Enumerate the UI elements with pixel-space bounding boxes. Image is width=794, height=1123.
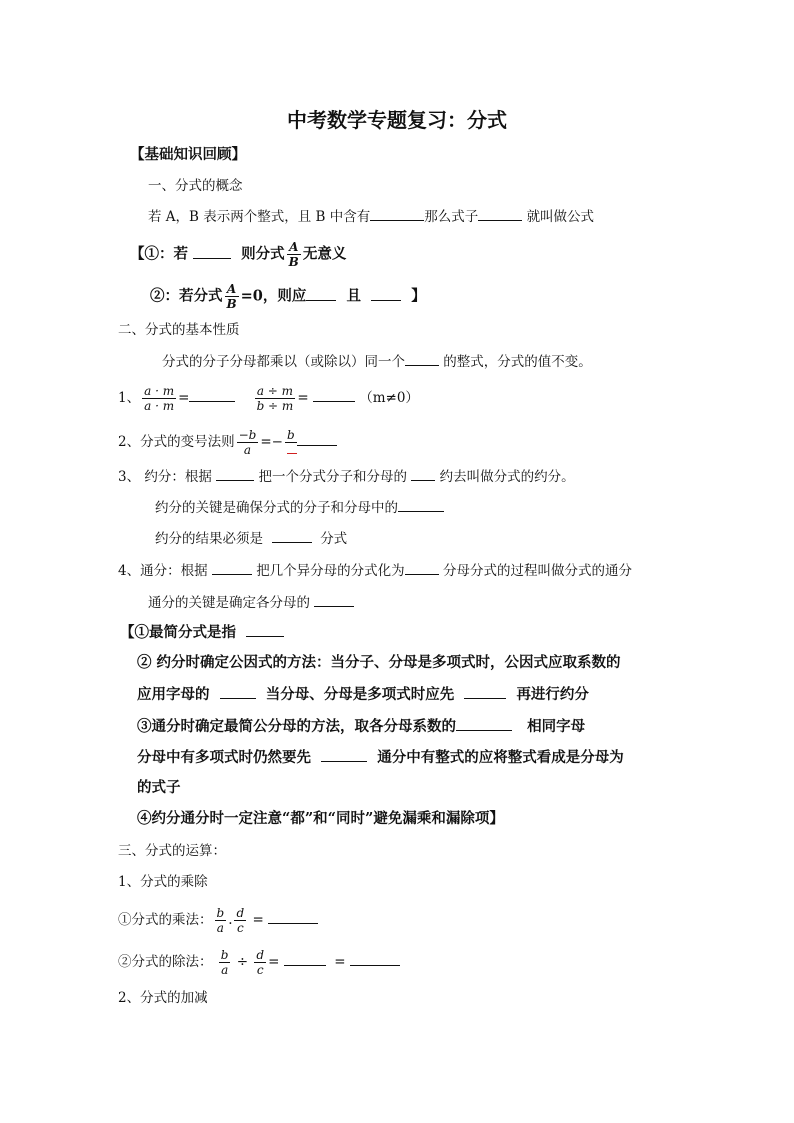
denominator: a [221, 963, 229, 977]
item-text: 约分的结果必须是 [155, 531, 263, 547]
divide-operator: ÷ [236, 954, 249, 970]
fraction [254, 948, 266, 977]
condition: （m≠0） [359, 390, 419, 406]
property-text: 的整式，分式的值不变。 [443, 354, 592, 370]
note-text: 】 [411, 287, 426, 305]
note-simplest-fraction [120, 622, 284, 643]
item-text: 约分的关键是确保分式的分子和分母中的 [155, 500, 398, 516]
note-common-factor: ② 约分时确定公因式的方法：当分子、分母是多项式时，公因式应取系数的 [137, 654, 621, 671]
section-3-heading: 三、分式的运算： [118, 843, 226, 859]
note-text: 【①最简分式是指 [120, 624, 236, 641]
dot-operator: . [228, 912, 233, 928]
fraction [215, 906, 227, 935]
blank [405, 351, 439, 366]
blank [464, 684, 506, 699]
item-text: 分式 [320, 531, 348, 547]
page-title: 中考数学专题复习：分式 [287, 108, 507, 132]
blank [297, 431, 337, 446]
blank [321, 747, 367, 762]
numerator: b [220, 948, 229, 962]
item-text: ②分式的除法： [118, 954, 213, 970]
multiplication-line [118, 906, 318, 935]
minus-sign: − [271, 434, 283, 450]
property-line [162, 351, 592, 372]
blank [216, 466, 254, 481]
note-text: 通分中有整式的应将整式看成是分母为 [377, 749, 624, 766]
section-1-heading: 一、分式的概念 [148, 178, 243, 194]
note-caution: ④约分通分时一定注意“都”和“同时”避免漏乘和漏除项】 [137, 810, 504, 827]
denominator: B [288, 255, 299, 269]
item-1-line [118, 384, 419, 413]
blank [246, 622, 284, 637]
note-zero [150, 282, 426, 311]
concept-line [148, 206, 594, 227]
item-text: 把几个异分母的分式化为 [256, 563, 405, 579]
blank [411, 466, 435, 481]
denominator: c [256, 963, 264, 977]
note-text: ③通分时确定最简公分母的方法，取各分母系数的 [137, 718, 456, 735]
concept-text-1: 若 A，B 表示两个整式，且 B 中含有 [148, 209, 371, 225]
note-text: ②：若分式 [150, 287, 223, 305]
denominator: a [216, 921, 224, 935]
note-text: 当分母、分母是多项式时应先 [265, 686, 455, 703]
blank [371, 286, 401, 301]
concept-text-3: 就叫做公式 [526, 209, 595, 225]
blank [193, 244, 231, 259]
equals: = [260, 434, 272, 450]
item-text: 把一个分式分子和分母的 [258, 469, 407, 485]
note-undefined [130, 240, 346, 269]
note-text: =0，则应 [240, 287, 307, 305]
numerator: b [216, 906, 225, 920]
note-common-denominator-cont [137, 747, 624, 768]
property-text: 分式的分子分母都乘以（或除以）同一个 [162, 354, 405, 370]
equals: = [297, 390, 309, 406]
fraction-a-over-b [287, 240, 301, 269]
blank [350, 951, 400, 966]
blank [313, 387, 355, 402]
note-text: 再进行约分 [516, 686, 589, 703]
equals: = [178, 390, 190, 406]
item-4-key-line [148, 592, 354, 613]
item-text: 通分的关键是确定各分母的 [148, 595, 310, 611]
item-text: 3、 约分：根据 [118, 469, 212, 485]
numerator: A [287, 240, 301, 255]
item-text: ①分式的乘法： [118, 912, 213, 928]
fraction [234, 906, 246, 935]
blank [189, 387, 235, 402]
item-3-line [118, 466, 575, 487]
red-blank-mark [287, 453, 297, 454]
item-prefix: 1、 [118, 390, 141, 406]
subsection-add-subtract: 2、分式的加减 [118, 990, 208, 1006]
denominator: c [236, 921, 244, 935]
denominator: B [226, 297, 237, 311]
note-common-factor-cont [137, 684, 589, 705]
blank [220, 684, 256, 699]
numerator: a · m [144, 384, 175, 398]
item-text: 2、分式的变号法则 [118, 434, 235, 450]
denominator: b ÷ m [256, 399, 294, 413]
item-4-line [118, 560, 632, 581]
note-text: 应用字母的 [137, 686, 210, 703]
item-3-key-line [155, 497, 444, 518]
item-3-result-line [155, 528, 347, 549]
equals: = [334, 954, 346, 970]
item-text: 4、通分：根据 [118, 563, 208, 579]
blank [370, 206, 424, 221]
note-text: 【①：若 [130, 245, 188, 263]
blank [314, 592, 354, 607]
denominator: a · m [144, 399, 175, 413]
blank [398, 497, 444, 512]
blank [306, 286, 336, 301]
fraction [219, 948, 231, 977]
item-text: 约去叫做分式的约分。 [439, 469, 575, 485]
note-text: 无意义 [302, 245, 347, 263]
fraction [237, 428, 259, 457]
concept-text-2: 那么式子 [424, 209, 479, 225]
section-2-heading: 二、分式的基本性质 [118, 322, 240, 338]
division-line [118, 948, 400, 977]
note-text: 分母中有多项式时仍然要先 [137, 749, 311, 766]
blank [456, 716, 512, 731]
numerator: d [256, 948, 265, 962]
fraction [142, 384, 176, 413]
numerator: d [236, 906, 245, 920]
blank [212, 560, 252, 575]
blank [478, 206, 522, 221]
item-2-line [118, 428, 337, 457]
note-common-denominator-end: 的式子 [137, 779, 181, 796]
note-text: 则分式 [241, 245, 285, 263]
numerator: A [225, 282, 239, 297]
equals: = [252, 912, 264, 928]
denominator: a [243, 443, 252, 457]
fraction-a-over-b [225, 282, 239, 311]
section-header: 【基础知识回顾】 [130, 146, 246, 163]
equals: = [268, 954, 280, 970]
numerator: b [286, 428, 295, 442]
item-text: 分母分式的过程叫做分式的通分 [442, 563, 632, 579]
numerator: a ÷ m [255, 384, 296, 399]
note-text: 且 [346, 287, 362, 305]
note-text: 相同字母 [527, 718, 586, 735]
blank [272, 528, 312, 543]
numerator: −b [238, 428, 257, 442]
note-common-denominator [137, 716, 585, 737]
fraction [255, 384, 296, 413]
subsection-multiply-divide: 1、分式的乘除 [118, 874, 208, 890]
blank [284, 951, 326, 966]
denominator [285, 443, 297, 457]
blank [268, 909, 318, 924]
blank [405, 560, 439, 575]
